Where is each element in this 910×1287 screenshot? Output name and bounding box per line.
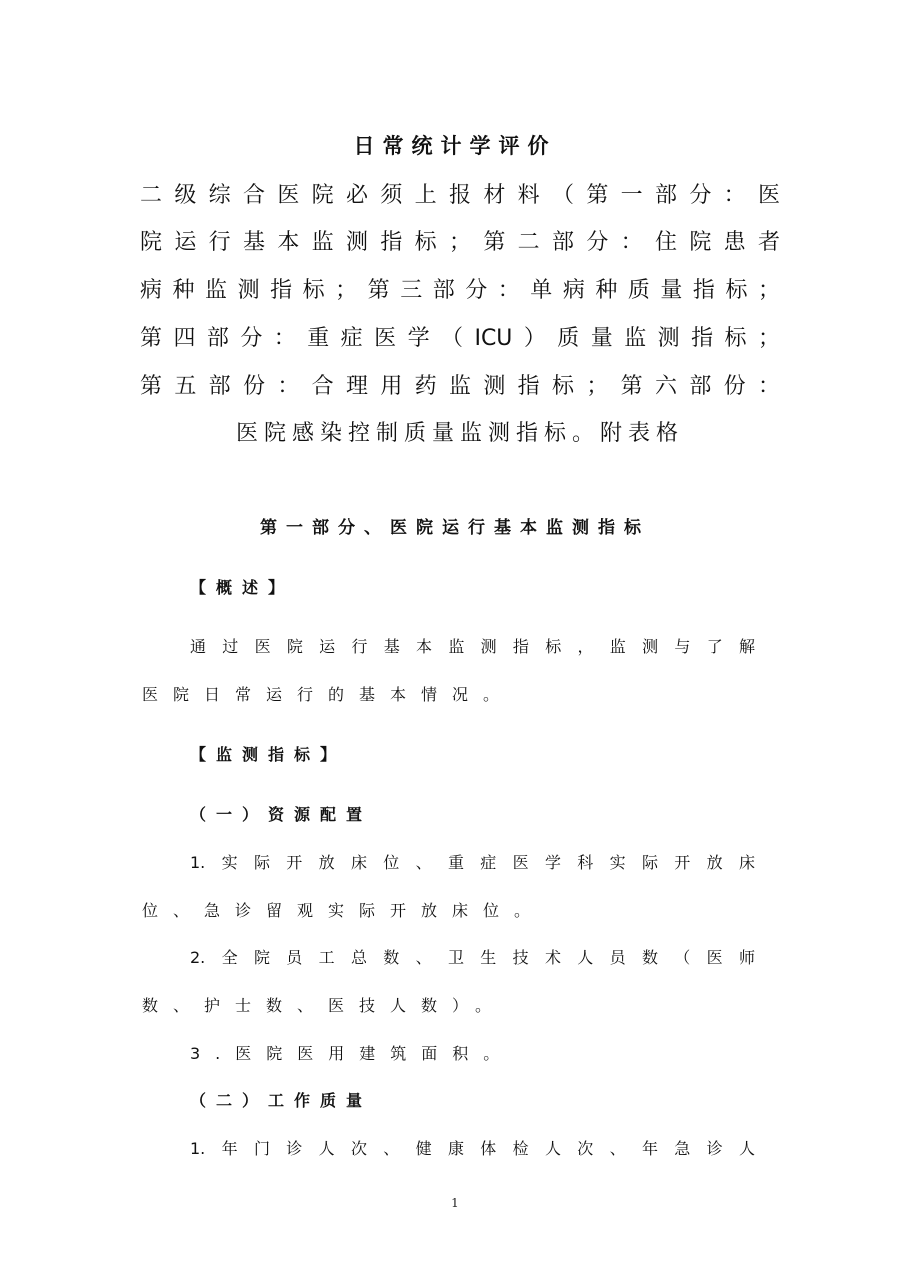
indicators-heading: 【监测指标】 [190,745,347,764]
subsection-heading-quality: （二）工作质量 [190,1091,373,1110]
section-title: 第一部分、医院运行基本监测指标 [260,518,650,538]
overview-line: 医院日常运行的基本情况。 [142,685,515,704]
list-item: 1.年门诊人次、健康体检人次、年急诊人 [190,1139,755,1158]
list-item: 2.全院员工总数、卫生技术人员数（医师 [190,948,755,967]
list-item: 3.医院医用建筑面积。 [190,1044,515,1063]
document-title: 日常统计学评价 [353,134,557,158]
overview-heading: 【概述】 [190,578,295,597]
intro-line: 第四部分：重症医学（ICU）质量监测指标； [140,326,780,351]
intro-line: 二级综合医院必须上报材料（第一部分：医 [140,183,780,208]
page-number: 1 [451,1196,459,1210]
list-item: 1.实际开放床位、重症医学科实际开放床 [190,853,755,872]
list-item: 位、急诊留观实际开放床位。 [142,901,546,920]
intro-line: 第五部份：合理用药监测指标；第六部份： [140,374,780,399]
intro-line: 病种监测指标；第三部分：单病种质量指标； [140,278,780,303]
list-item: 数、护士数、医技人数）。 [142,996,507,1015]
subsection-heading-resources: （一）资源配置 [190,805,373,824]
overview-line: 通过医院运行基本监测指标，监测与了解 [190,637,755,656]
intro-line: 医院感染控制质量监测指标。附表格 [235,421,684,446]
intro-line: 院运行基本监测指标；第二部分：住院患者 [140,230,780,255]
